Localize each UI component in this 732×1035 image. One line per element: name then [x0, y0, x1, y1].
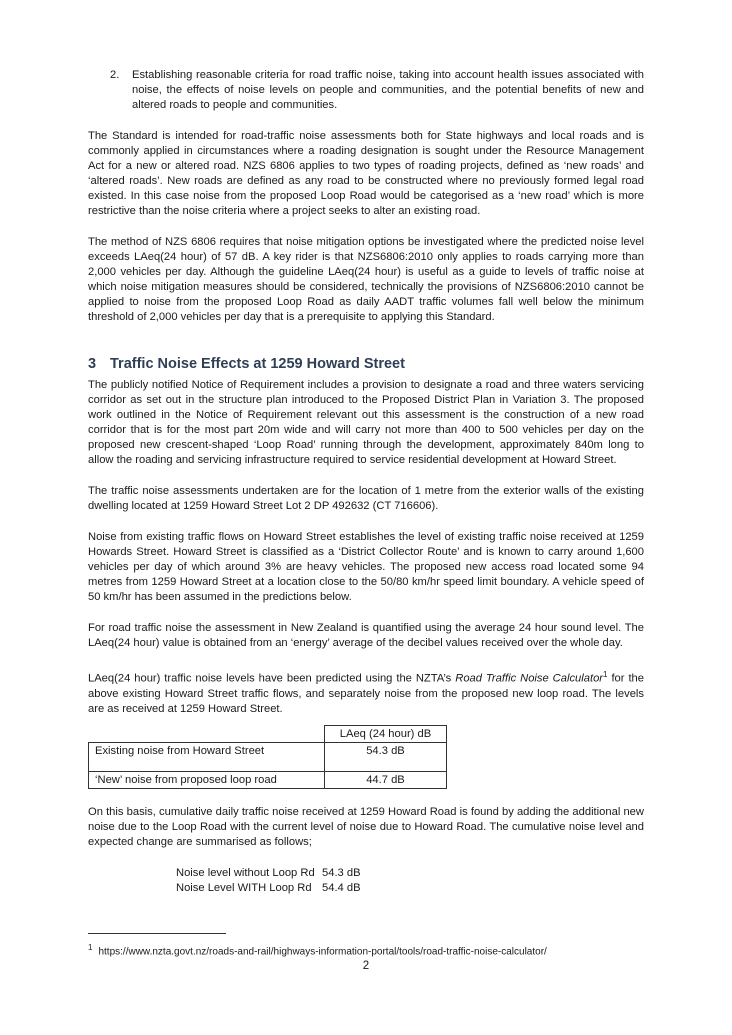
footnote-mark: 1	[88, 943, 93, 952]
list-item	[176, 881, 644, 896]
section-title: Traffic Noise Effects at 1259 Howard Street	[110, 356, 405, 372]
predicted-text-after: for the above existing Howard Street traffic flows, and separately noise from the proposed new loop road. The levels are as received at 1259 Howard Street.	[88, 672, 645, 715]
paragraph-notice: The publicly notified Notice of Requirement includes a provision to designate a road and three waters servicing corridor as set out in the structure plan introduced to the Proposed District Plan in Variation 3. The proposed work outlined in the Notice of Requirement relevant out this assessment is the construction of a new road corridor that is for the most part 20m wide and will carry not more than 400 to 500 vehicles per day on the proposed new crescent-shaped ‘Loop Road’ running through the development, approximately 840m long to allow the roading and servicing infrastructure required to service residential development at Howard Street.	[88, 379, 644, 466]
footnote	[88, 941, 547, 959]
calculator-name: Road Traffic Noise Calculator	[455, 672, 604, 685]
list-item	[176, 866, 644, 881]
paragraph-standard: The Standard is intended for road-traffic noise assessments both for State highways and local roads and is commonly applied in circumstances where a roading designation is sought under the Resource Management Act for a new or altered road. NZS 6806 applies to two types of roading projects, defined as ‘new roads’ and ‘altered roads’. New roads are defined as any road to be constructed where no previously formed legal road existed. In this case noise from the proposed Loop Road would be categorised as a ‘new road’ which is more restrictive than the noise criteria where a project seeks to alter an existing road.	[88, 130, 644, 217]
document-body	[88, 68, 644, 896]
level-value: 54.3 dB	[322, 866, 361, 879]
level-value: 54.4 dB	[322, 881, 361, 894]
section-heading	[88, 355, 644, 373]
list-item-text: Establishing reasonable criteria for road traffic noise, taking into account health issues associated with noise, the effects of noise levels on people and communities, and the potential benefits of new and altered roads to people and communities.	[132, 69, 644, 111]
paragraph-predicted	[88, 667, 644, 717]
noise-table	[88, 725, 447, 789]
table-cell-label: Existing noise from Howard Street	[89, 742, 325, 759]
section-number: 3	[88, 356, 97, 372]
paragraph-existing-traffic: Noise from existing traffic flows on Howard Street establishes the level of existing traffic noise received at 1259 Howards Street. Howard Street is classified as a ‘District Collector Route’ and is known to carry around 1,600 vehicles per day of which around 3% are heavy vehicles. The proposed new access road located some 94 metres from 1259 Howard Street at a location close to the 50/80 km/hr speed limit boundary. A vehicle speed of 50 km/hr has been assumed in the predictions below.	[88, 531, 644, 603]
list-item-2	[110, 68, 644, 113]
level-label: Noise Level WITH Loop Rd	[176, 881, 312, 894]
table-header-row	[89, 725, 447, 742]
footnote-url: https://www.nzta.govt.nz/roads-and-rail/highways-information-portal/tools/road-traffic-noise-calculator/	[98, 946, 547, 958]
table-row	[89, 742, 447, 759]
paragraph-method: The method of NZS 6806 requires that noise mitigation options be investigated where the predicted noise level exceeds LAeq(24 hour) of 57 dB. A key rider is that NZS6806:2010 only applies to roads carrying more than 2,000 vehicles per day. Although the guideline LAeq(24 hour) is useful as a guide to levels of traffic noise at which noise mitigation measures should be considered, technically the provisions of NZS6806:2010 cannot be applied to noise from the proposed Loop Road as daily AADT traffic volumes fall well below the minimum threshold of 2,000 vehicles per day that is a prerequisite to applying this Standard.	[88, 236, 644, 323]
page-number: 2	[362, 960, 370, 972]
table-row	[89, 771, 447, 788]
table-cell-label: ‘New’ noise from proposed loop road	[89, 771, 325, 788]
level-label: Noise level without Loop Rd	[176, 866, 315, 879]
predicted-text-before: LAeq(24 hour) traffic noise levels have been predicted using the NZTA’s	[88, 672, 456, 685]
list-number: 2.	[110, 69, 120, 81]
paragraph-quantified: For road traffic noise the assessment in New Zealand is quantified using the average 24 hour sound level. The LAeq(24 hour) value is obtained from an ‘energy’ average of the decibel values received over the whole day.	[88, 622, 644, 649]
footnote-reference: 1	[603, 670, 608, 679]
footnote-divider	[88, 933, 226, 934]
noise-level-summary	[176, 866, 644, 896]
table-header-laeq: LAeq (24 hour) dB	[325, 725, 447, 742]
paragraph-cumulative: On this basis, cumulative daily traffic noise received at 1259 Howard Road is found by adding the additional new noise due to the Loop Road with the current level of noise due to Howard Road. The cumulative noise level and expected change are summarised as follows;	[88, 805, 644, 848]
paragraph-assessment-location: The traffic noise assessments undertaken are for the location of 1 metre from the exterior walls of the existing dwelling located at 1259 Howard Street Lot 2 DP 492632 (CT 716606).	[88, 485, 644, 512]
table-cell-value: 54.3 dB	[325, 742, 447, 759]
table-cell-value: 44.7 dB	[325, 771, 447, 788]
